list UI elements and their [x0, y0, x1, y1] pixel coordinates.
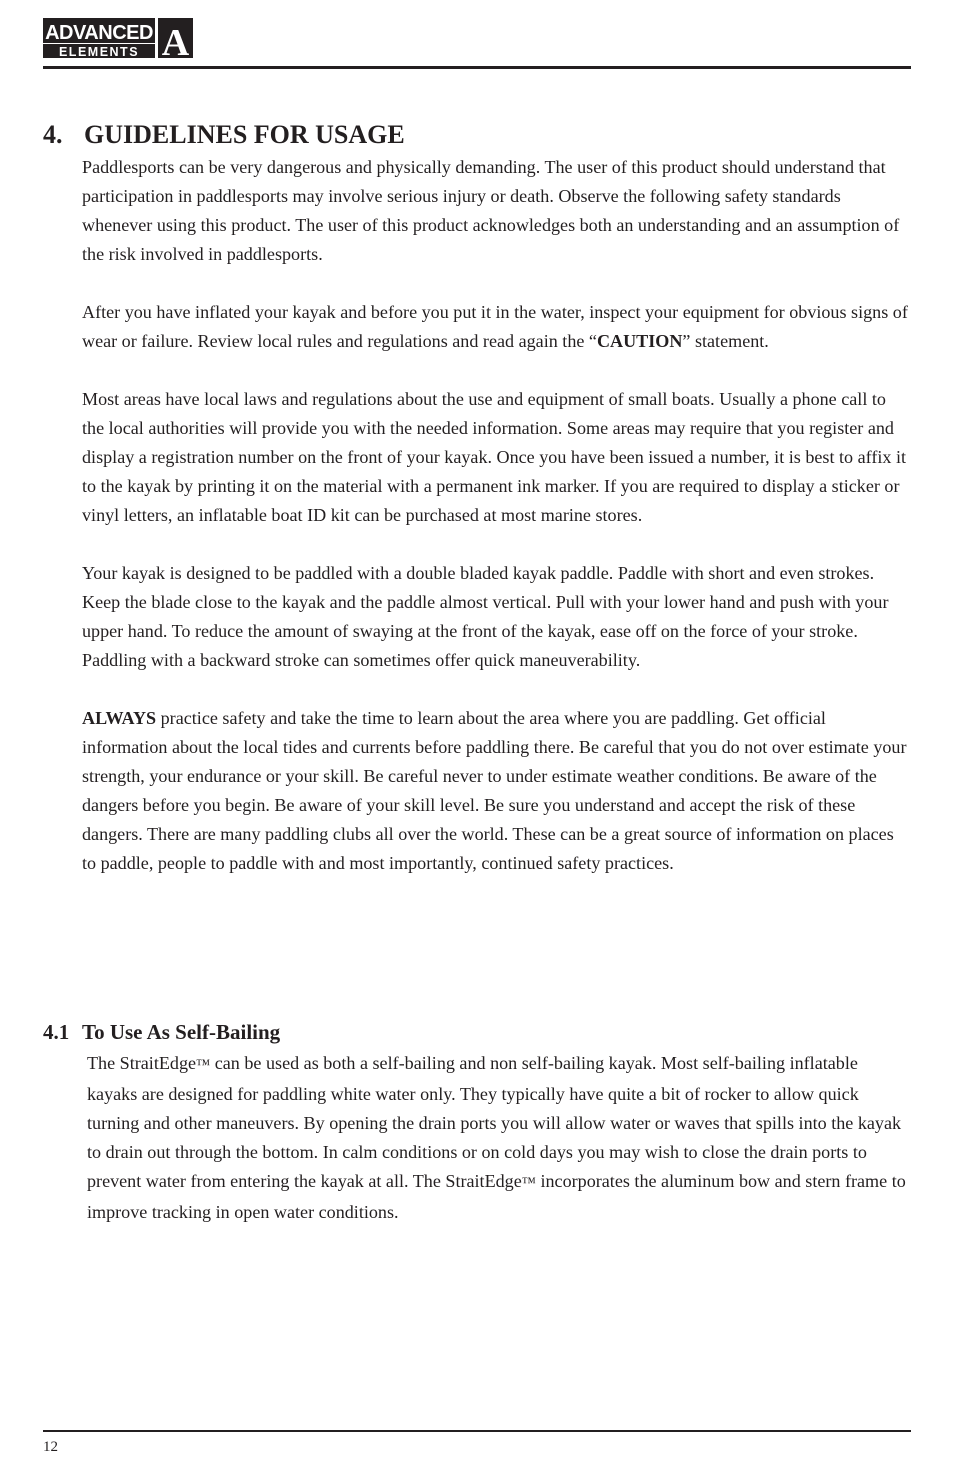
paragraph-local-laws: Most areas have local laws and regulations about the use and equipment of small boats. Usually a phone call to the local authorities will provide you with the needed information. Some areas may require that you register and display a registration number on the front of your kayak. Once you have been issued a number, it is best to affix it to the kayak by printing it on the material with a permanent ink marker. If you are required to display a sticker or vinyl letters, an inflatable boat ID kit can be purchased at most marine stores.	[82, 389, 907, 525]
subsection-heading	[43, 1017, 280, 1047]
footer-rule	[43, 1430, 911, 1432]
subsection-number: 4.1	[43, 1020, 70, 1044]
self-bailing-text-1: The StraitEdge	[87, 1053, 197, 1073]
paragraph-risk-intro: Paddlesports can be very dangerous and physically demanding. The user of this product should understand that participation in paddlesports may involve serious injury or death. Observe the following safety standards whenever using this product. The user of this product acknowledges both an understanding and an assumption of the risk involved in paddlesports.	[82, 157, 900, 264]
paragraph-always-text: practice safety and take the time to learn about the area where you are paddling. Get official information about the local tides and currents before paddling there. Be careful that you do not over estimate your strength, your endurance or your skill. Be careful never to under estimate weather conditions. Be aware of the dangers before you begin. Be aware of your skill level. Be sure you understand and accept the risk of these dangers. There are many paddling clubs all over the world. These can be a great source of information on places to paddle, people to paddle with and most importantly, continued safety practices.	[82, 708, 907, 873]
subsection-title: To Use As Self-Bailing	[82, 1020, 281, 1044]
paragraph-paddling-technique: Your kayak is designed to be paddled with a double bladed kayak paddle. Paddle with short and even strokes. Keep the blade close to the kayak and the paddle almost vertical. Pull with your lower hand and push with your upper hand. To reduce the amount of swaying at the front of the kayak, ease off on the force of your stroke. Paddling with a backward stroke can sometimes offer quick maneuverability.	[82, 563, 889, 670]
trademark-symbol: ™	[196, 1057, 211, 1073]
section-heading	[43, 118, 405, 152]
section-body	[82, 153, 910, 878]
header-rule	[43, 66, 911, 69]
section-title: GUIDELINES FOR USAGE	[84, 120, 405, 149]
self-bailing-text-2: can be used as both a self-bailing and non self-bailing kayak. Most self-bailing inflatable kayaks are designed for paddling white water only. They typically have quite a bit of rocker to allow quick turning and other maneuvers. By opening the drain ports you will allow water or waves that spills into the kayak to drain out through the bottom. In calm conditions or on cold days you may wish to close the drain ports to prevent water from entering the kayak at all. The StraitEdge	[87, 1053, 902, 1191]
self-bailing-text-3: incorporates the aluminum bow and stern frame to improve tracking in open water conditions.	[87, 1171, 906, 1222]
section-number: 4.	[43, 120, 63, 149]
subsection-body	[87, 1049, 910, 1227]
always-emphasis: ALWAYS	[82, 708, 157, 728]
paragraph-self-bailing	[87, 1049, 910, 1227]
logo-line2: ELEMENTS	[58, 45, 140, 59]
paragraph-inspect-equipment	[82, 298, 910, 356]
paragraph-always-safety	[82, 704, 910, 878]
logo-line1: ADVANCED	[45, 22, 153, 44]
logo-mark-letter: A	[161, 22, 190, 59]
caution-emphasis: CAUTION	[596, 331, 683, 351]
page-number: 12	[43, 1439, 58, 1455]
advanced-elements-logo	[43, 17, 195, 59]
paragraph-inspect-text: After you have inflated your kayak and before you put it in the water, inspect your equipment for obvious signs of wear or failure. Review local rules and regulations and read again the “	[82, 302, 908, 351]
trademark-symbol: ™	[521, 1175, 536, 1191]
advanced-elements-logo-mark-icon	[43, 17, 195, 59]
paragraph-inspect-end: ” statement.	[682, 331, 769, 351]
